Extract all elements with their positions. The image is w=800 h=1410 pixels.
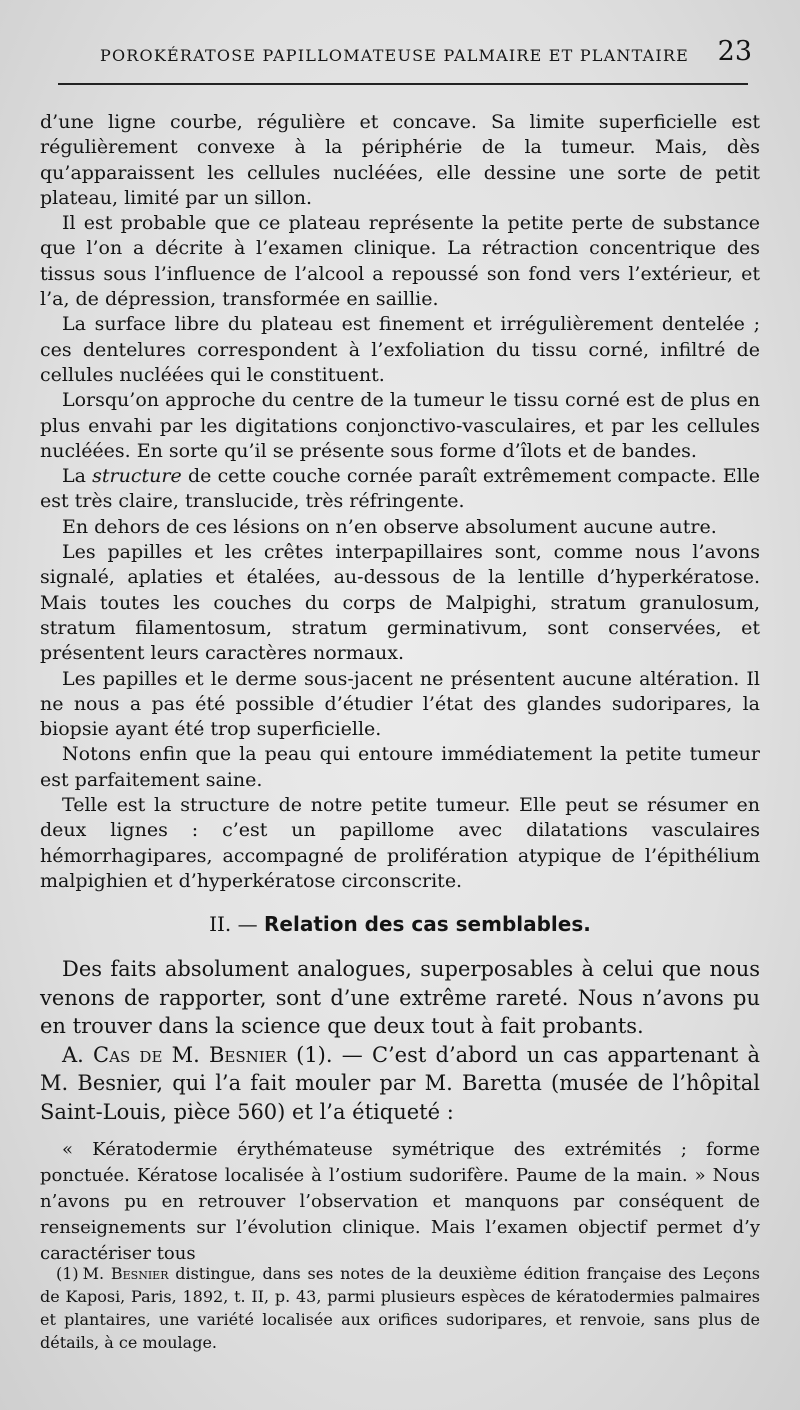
running-title: POROKÉRATOSE PAPILLOMATEUSE PALMAIRE ET PLANTAIRE bbox=[100, 46, 689, 65]
section-number: II. — bbox=[209, 912, 258, 936]
text-run: — C’est d’abord un cas appartenant à M. Besnier, qui l’a fait mouler par M. Baretta (musée de l’hôpital Saint-Louis, pièce 560) et l’a étiqueté : bbox=[40, 1042, 760, 1124]
case-label: A. Cas de M. Besnier bbox=[62, 1042, 287, 1067]
footnote-author: M. Besnier bbox=[82, 1264, 169, 1283]
paragraph: Lorsqu’on approche du centre de la tumeur le tissu corné est de plus en plus envahi par les digitations conjonctivo-vasculaires, et par les cellules nucléées. En sorte qu’il se présente sous forme d’îlots et de bandes. bbox=[40, 389, 760, 462]
paragraph: Telle est la structure de notre petite tumeur. Elle peut se résumer en deux lignes : c’est un papillome avec dilatations vasculaires hémorrhagipares, accompagné de prolifération atypique de l’épithélium malpighien et d’hyperkératose circonscrite. bbox=[40, 794, 760, 892]
paragraph-quote: « Kératodermie érythémateuse symétrique des extrémités ; forme ponctuée. Kératose localisée à l’ostium sudorifère. Paume de la main. » Nous n’avons pu en retrouver l’observation et manquons par conséquent de renseignements sur l’évolution clinique. Mais l’examen objectif permet d’y caractériser tous bbox=[40, 1139, 760, 1264]
running-head bbox=[0, 28, 800, 78]
paragraph: Les papilles et le derme sous-jacent ne présentent aucune altération. Il ne nous a pas été possible d’étudier l’état des glandes sudoripares, la biopsie ayant été trop superficielle. bbox=[40, 667, 760, 741]
section-title: Relation des cas semblables. bbox=[264, 912, 591, 936]
quote-text bbox=[40, 1137, 760, 1267]
footnote-text: distingue, dans ses notes de la deuxième édition française des Leçons de Kaposi, Paris, 1892, t. II, p. 43, parmi plusieurs espèces de kératodermies palmaires et plantaires, une variété localisée aux orifices sudoripares, et renvoie, sans plus de détails, à ce moulage. bbox=[40, 1264, 761, 1352]
footnote-paragraph bbox=[40, 1262, 760, 1354]
paragraph: d’une ligne courbe, régulière et concave. Sa limite superficielle est régulièrement convexe à la périphérie de la tumeur. Mais, dès qu’apparaissent les cellules nucléées, elle dessine une sorte de petit plateau, limité par un sillon. bbox=[40, 111, 760, 209]
paragraph: En dehors de ces lésions on n’en observe absolument aucune autre. bbox=[62, 515, 717, 538]
footnote bbox=[40, 1262, 760, 1354]
paragraph: Notons enfin que la peau qui entoure immédiatement la petite tumeur est parfaitement saine. bbox=[40, 743, 760, 791]
paragraph: La surface libre du plateau est finement et irrégulièrement dentelée ; ces dentelures correspondent à l’exfoliation du tissu corné, infiltré de cellules nucléées qui le constituent. bbox=[40, 313, 760, 386]
text-run: La bbox=[62, 465, 93, 488]
header-rule bbox=[58, 83, 748, 85]
text-run: de cette couche cornée paraît extrêmement compacte. Elle est très claire, translucide, très réfringente. bbox=[40, 465, 760, 513]
section-text bbox=[40, 955, 760, 1126]
paragraph-case bbox=[40, 1041, 760, 1127]
section-heading bbox=[0, 912, 800, 936]
body-text bbox=[40, 110, 760, 894]
paragraph: Il est probable que ce plateau représente la petite perte de substance que l’on a décrite à l’examen clinique. La rétraction concentrique des tissus sous l’influence de l’alcool a repoussé son fond vers l’extérieur, et l’a, de dépression, transformée en saillie. bbox=[40, 212, 760, 311]
paragraph: Des faits absolument analogues, superposables à celui que nous venons de rapporter, sont d’une extrême rareté. Nous n’avons pu en trouver dans la science que deux tout à fait probants. bbox=[40, 957, 760, 1038]
footnote-marker: (1) bbox=[56, 1264, 79, 1283]
paragraph: Les papilles et les crêtes interpapillaires sont, comme nous l’avons signalé, aplaties et étalées, au-dessous de la lentille d’hyperkératose. Mais toutes les couches du corps de Malpighi, stratum granulosum, stratum filamentosum, stratum germinativum, sont conservées, et présentent leurs caractères normaux. bbox=[40, 541, 760, 665]
footnote-ref: (1). bbox=[296, 1042, 333, 1067]
paragraph-structure bbox=[40, 464, 760, 515]
emphasis: structure bbox=[92, 465, 182, 488]
page-number: 23 bbox=[717, 36, 752, 67]
